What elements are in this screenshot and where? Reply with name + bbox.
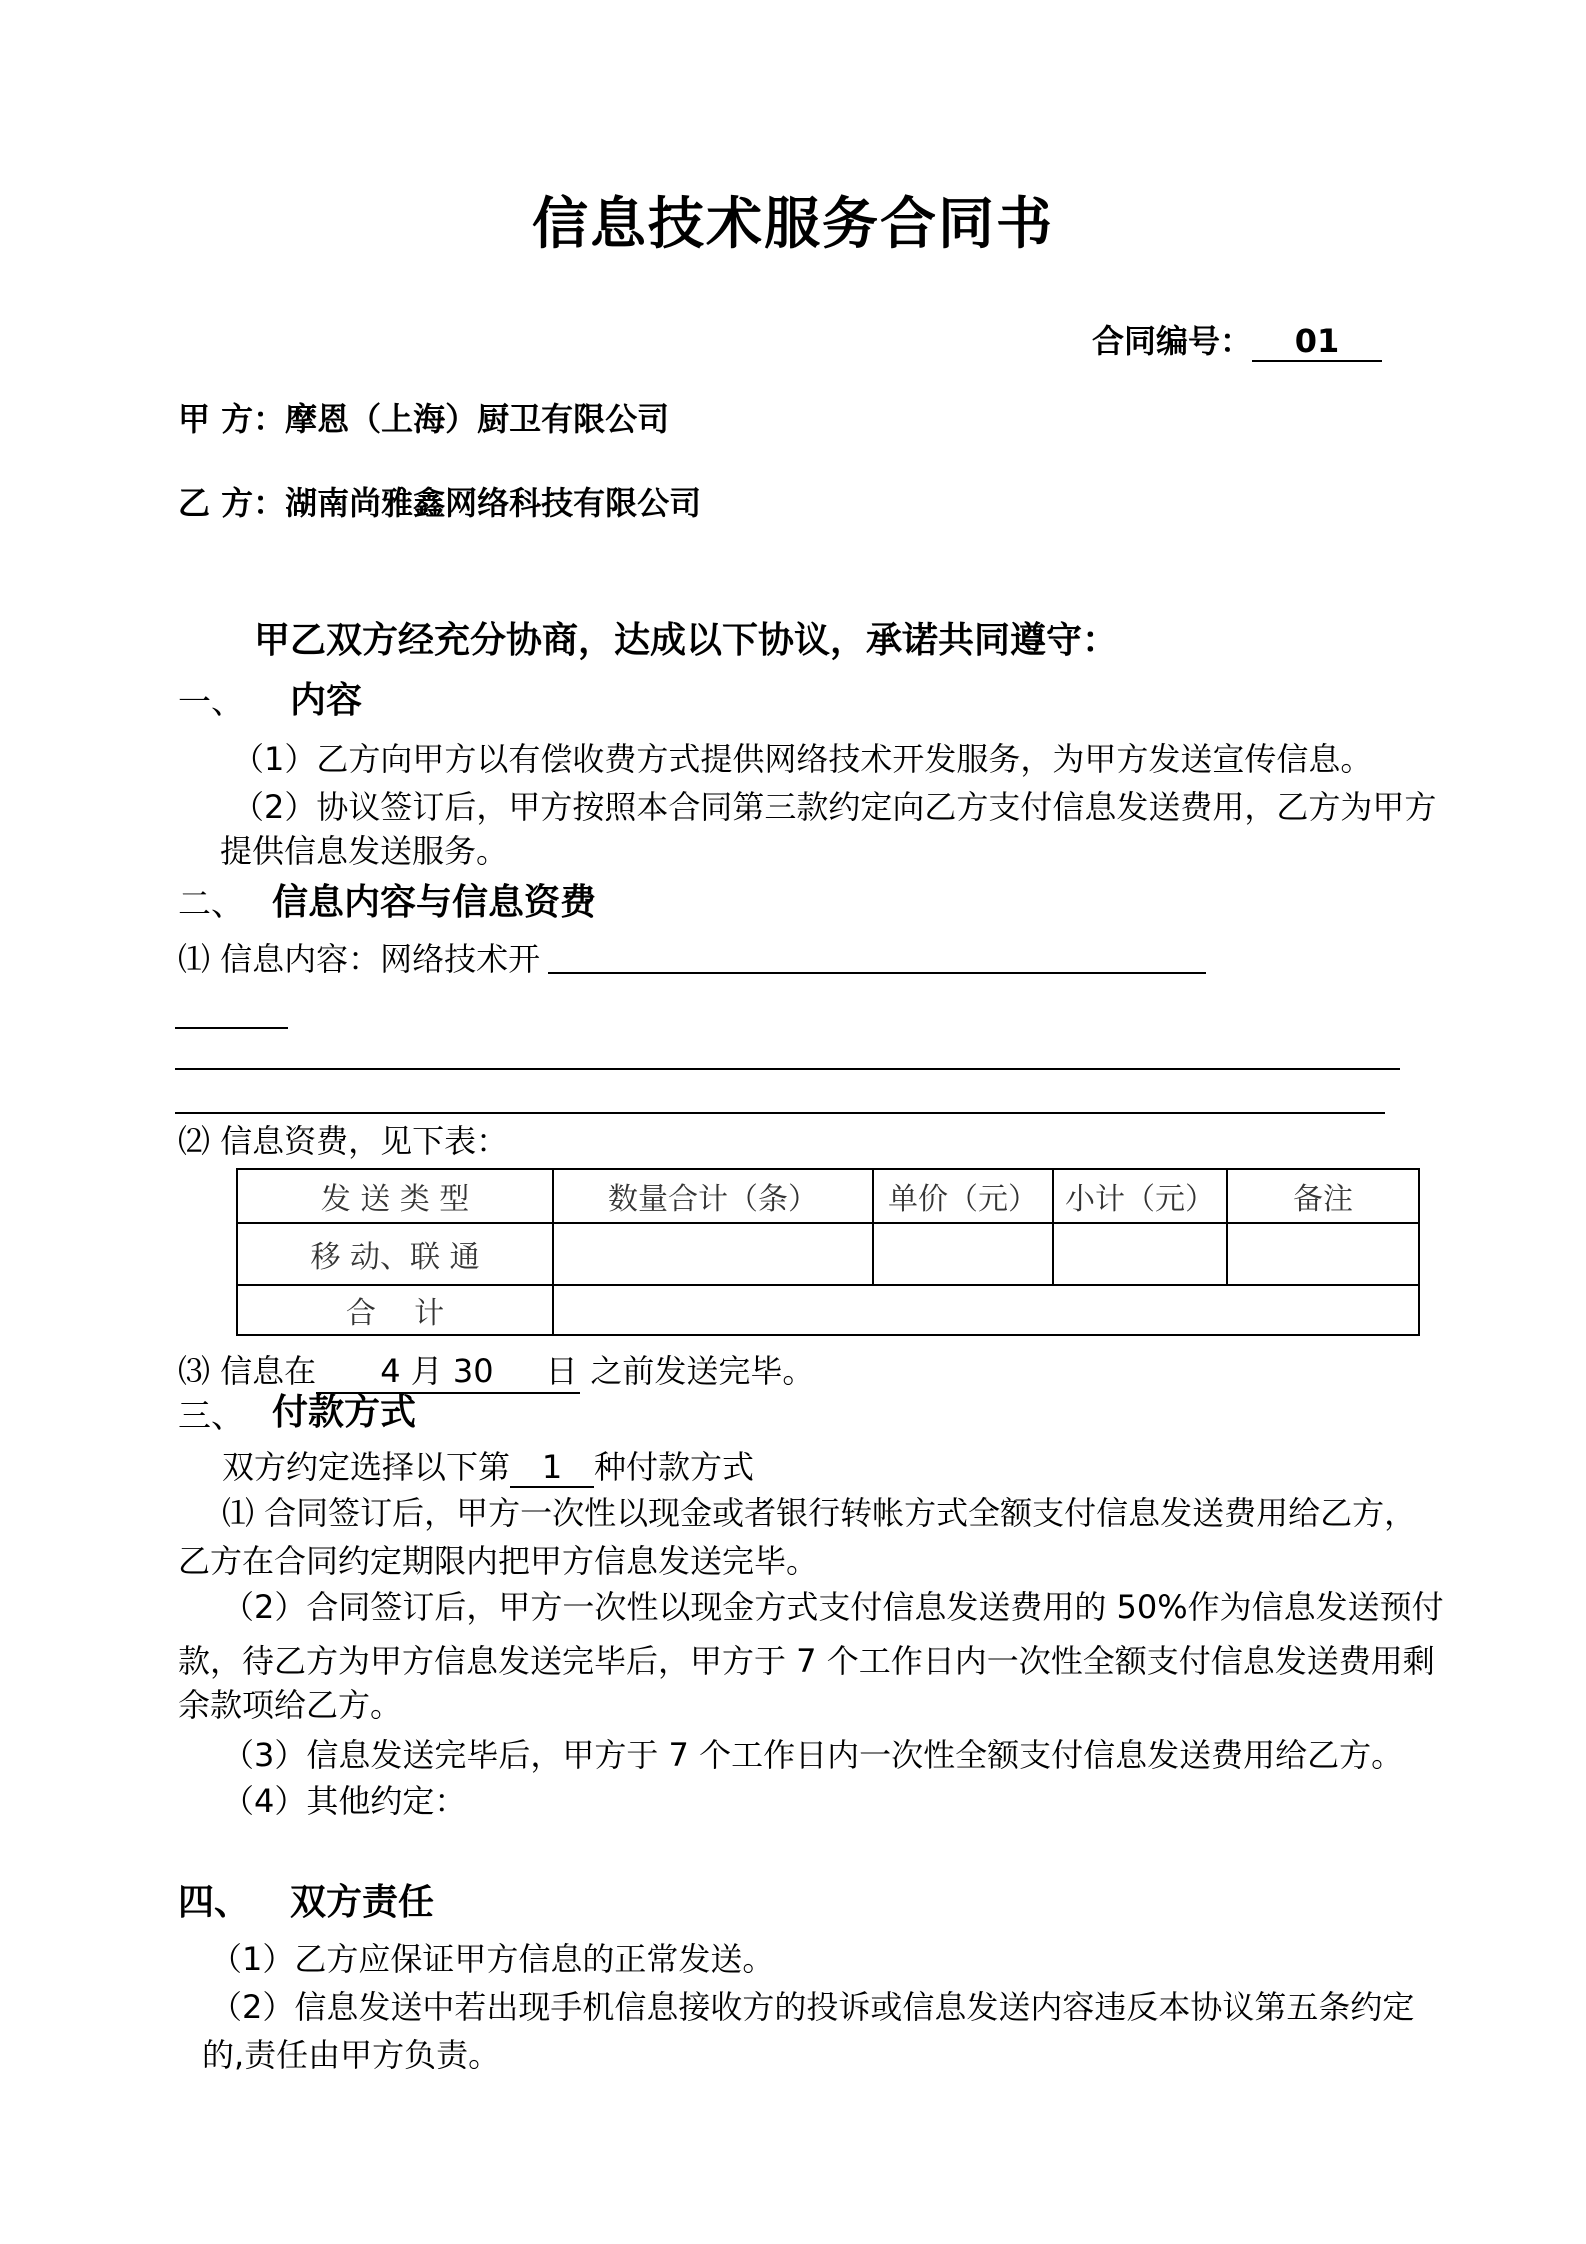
party-a bbox=[178, 394, 669, 440]
section-3-number: 三、 bbox=[178, 1396, 244, 1435]
header-remarks: 备注 bbox=[1227, 1169, 1419, 1223]
section-1-title: 内容 bbox=[290, 680, 363, 721]
cell-remarks[interactable] bbox=[1227, 1223, 1419, 1285]
section-1-p2b: 提供信息发送服务。 bbox=[220, 832, 509, 870]
header-unit-price: 单价（元） bbox=[873, 1169, 1053, 1223]
cell-quantity[interactable] bbox=[553, 1223, 873, 1285]
responsibility-1: （1）乙方应保证甲方信息的正常发送。 bbox=[210, 1940, 775, 1978]
payment-choice bbox=[222, 1442, 754, 1488]
payment-option-4: （4）其他约定： bbox=[222, 1782, 467, 1820]
payment-option-2c: 余款项给乙方。 bbox=[178, 1686, 403, 1724]
contract-number bbox=[1092, 316, 1382, 362]
deadline-month-unit: 月 bbox=[410, 1352, 443, 1390]
section-4-number: 四、 bbox=[178, 1882, 251, 1923]
payment-option-3: （3）信息发送完毕后，甲方于 7 个工作日内一次性全额支付信息发送费用给乙方。 bbox=[222, 1736, 1404, 1774]
section-1-p1: （1）乙方向甲方以有偿收费方式提供网络技术开发服务，为甲方发送宣传信息。 bbox=[232, 740, 1373, 778]
deadline-prefix: ⑶ 信息在 bbox=[178, 1352, 317, 1390]
info-content-line bbox=[548, 972, 1206, 974]
deadline-day: 30 bbox=[452, 1352, 494, 1390]
payment-choice-suffix: 种付款方式 bbox=[594, 1448, 755, 1486]
deadline-month: 4 bbox=[380, 1352, 401, 1390]
payment-option-1a: ⑴ 合同签订后，甲方一次性以现金或者银行转帐方式全额支付信息发送费用给乙方， bbox=[222, 1494, 1417, 1532]
party-a-label: 甲 方： bbox=[178, 400, 286, 438]
info-content-line-2 bbox=[175, 1027, 288, 1029]
party-b-name: 湖南尚雅鑫网络科技有限公司 bbox=[285, 484, 702, 522]
header-quantity: 数量合计（条） bbox=[553, 1169, 873, 1223]
info-content-line-3 bbox=[175, 1068, 1400, 1070]
section-2-number: 二、 bbox=[178, 884, 244, 923]
header-subtotal: 小计（元） bbox=[1053, 1169, 1227, 1223]
fee-label: ⑵ 信息资费，见下表： bbox=[178, 1122, 509, 1160]
party-b-label: 乙 方： bbox=[178, 484, 286, 522]
payment-option-2a: （2）合同签订后，甲方一次性以现金方式支付信息发送费用的 50%作为信息发送预付 bbox=[222, 1588, 1444, 1626]
payment-choice-prefix: 双方约定选择以下第 bbox=[222, 1448, 511, 1486]
cell-unit-price[interactable] bbox=[873, 1223, 1053, 1285]
document-title: 信息技术服务合同书 bbox=[532, 192, 1054, 257]
header-send-type: 发 送 类 型 bbox=[237, 1169, 553, 1223]
contract-number-label: 合同编号： bbox=[1092, 322, 1253, 360]
payment-option-2b: 款，待乙方为甲方信息发送完毕后，甲方于 7 个工作日内一次性全额支付信息发送费用剩 bbox=[178, 1642, 1435, 1680]
fee-table-row-total bbox=[237, 1285, 1419, 1335]
party-b bbox=[178, 478, 701, 524]
info-content-line-4 bbox=[175, 1112, 1385, 1114]
cell-subtotal[interactable] bbox=[1053, 1223, 1227, 1285]
deadline-suffix: 之前发送完毕。 bbox=[590, 1352, 815, 1390]
intro-text: 甲乙双方经充分协商，达成以下协议，承诺共同遵守： bbox=[254, 620, 1119, 661]
section-4-title: 双方责任 bbox=[290, 1882, 435, 1923]
party-a-name: 摩恩（上海）厨卫有限公司 bbox=[285, 400, 670, 438]
row-mobile-unicom: 移 动、联 通 bbox=[237, 1223, 553, 1285]
deadline-day-unit: 日 bbox=[545, 1352, 578, 1390]
section-2-title: 信息内容与信息资费 bbox=[272, 882, 597, 923]
contract-number-value: 01 bbox=[1252, 322, 1382, 362]
responsibility-2b: 的,责任由甲方负责。 bbox=[202, 2036, 501, 2074]
fee-table-header-row bbox=[237, 1169, 1419, 1223]
section-1-p2a: （2）协议签订后，甲方按照本合同第三款约定向乙方支付信息发送费用，乙方为甲方 bbox=[232, 788, 1437, 826]
payment-choice-value: 1 bbox=[510, 1448, 594, 1488]
row-total-label: 合 计 bbox=[237, 1285, 553, 1335]
payment-option-1b: 乙方在合同约定期限内把甲方信息发送完毕。 bbox=[178, 1542, 819, 1580]
fee-table-row-mobile bbox=[237, 1223, 1419, 1285]
cell-total[interactable] bbox=[553, 1285, 1419, 1335]
info-content-label: ⑴ 信息内容：网络技术开 bbox=[178, 940, 541, 978]
section-1-number: 一、 bbox=[178, 682, 244, 721]
responsibility-2a: （2）信息发送中若出现手机信息接收方的投诉或信息发送内容违反本协议第五条约定 bbox=[210, 1988, 1415, 2026]
fee-table bbox=[236, 1168, 1420, 1336]
section-3-title: 付款方式 bbox=[272, 1392, 417, 1433]
